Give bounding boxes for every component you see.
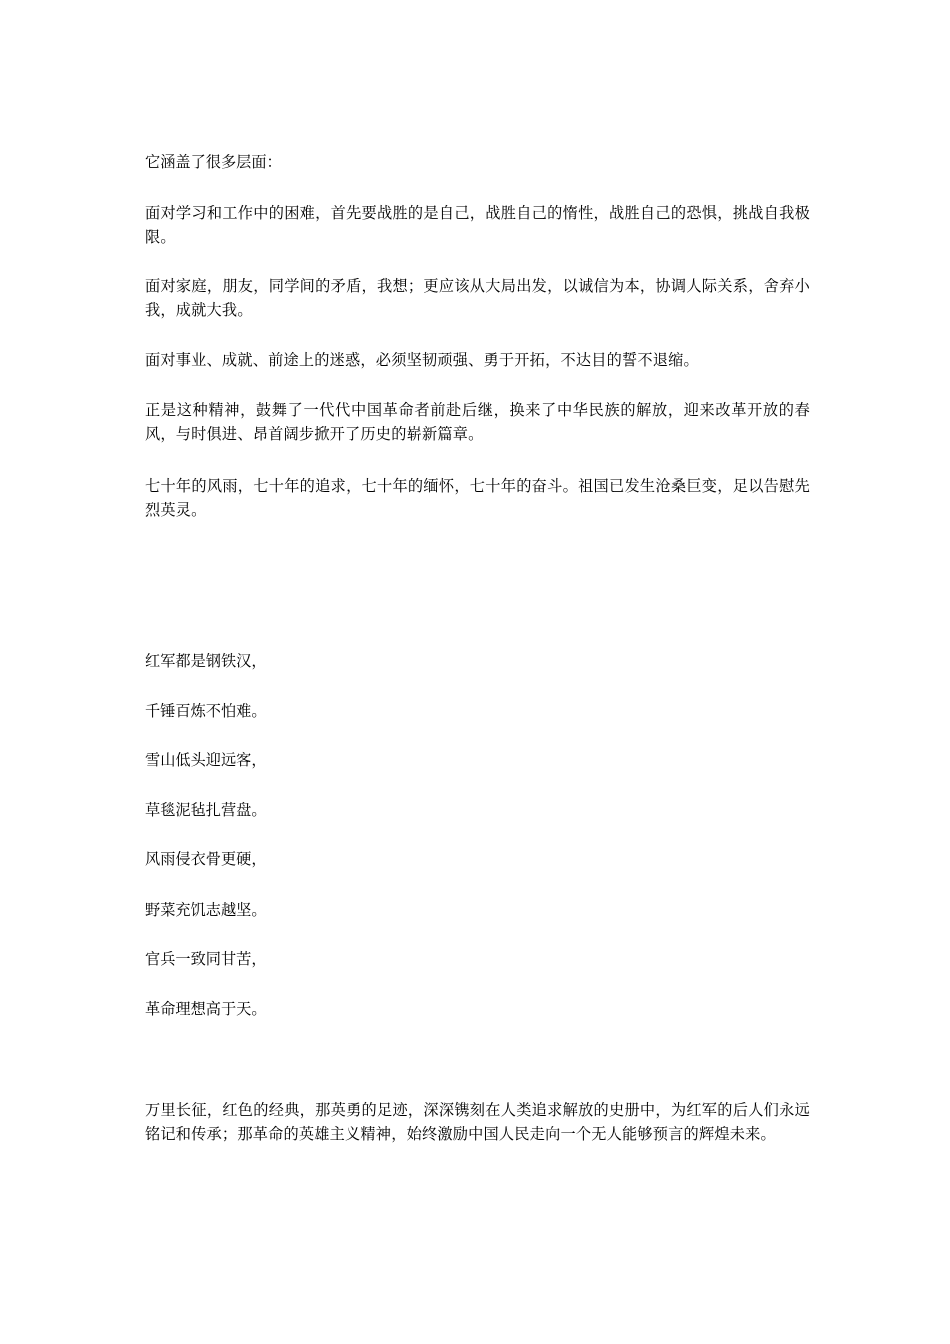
poem-line: 官兵一致同甘苦，	[145, 950, 267, 968]
poem-line: 千锤百炼不怕难。	[145, 702, 267, 720]
poem-line: 雪山低头迎远客，	[145, 751, 267, 769]
paragraph-spirit: 正是这种精神，鼓舞了一代代中国革命者前赴后继，换来了中华民族的解放，迎来改革开放的春风，与时俱进、昂首阔步掀开了历史的崭新篇章。	[145, 401, 810, 443]
intro-text: 它涵盖了很多层面：	[145, 153, 282, 171]
paragraph-relationships: 面对家庭，朋友，同学间的矛盾，我想；更应该从大局出发，以诚信为本，协调人际关系，舍弃小我，成就大我。	[145, 277, 810, 319]
poem-line: 红军都是钢铁汉，	[145, 652, 267, 670]
poem-line: 风雨侵衣骨更硬，	[145, 850, 267, 868]
poem-line: 草毯泥毡扎营盘。	[145, 801, 267, 819]
poem-line: 野菜充饥志越坚。	[145, 901, 267, 919]
poem-line: 革命理想高于天。	[145, 1000, 267, 1018]
paragraph-difficulties: 面对学习和工作中的困难，首先要战胜的是自己，战胜自己的惰性，战胜自己的恐惧，挑战自我极限。	[145, 204, 810, 246]
paragraph-career: 面对事业、成就、前途上的迷惑，必须坚韧顽强、勇于开拓，不达目的誓不退缩。	[145, 351, 699, 369]
closing-paragraph: 万里长征，红色的经典，那英勇的足迹，深深镌刻在人类追求解放的史册中，为红军的后人们永远铭记和传承；那革命的英雄主义精神，始终激励中国人民走向一个无人能够预言的辉煌未来。	[145, 1101, 810, 1143]
paragraph-seventy-years: 七十年的风雨，七十年的追求，七十年的缅怀，七十年的奋斗。祖国已发生沧桑巨变，足以告慰先烈英灵。	[145, 477, 810, 519]
